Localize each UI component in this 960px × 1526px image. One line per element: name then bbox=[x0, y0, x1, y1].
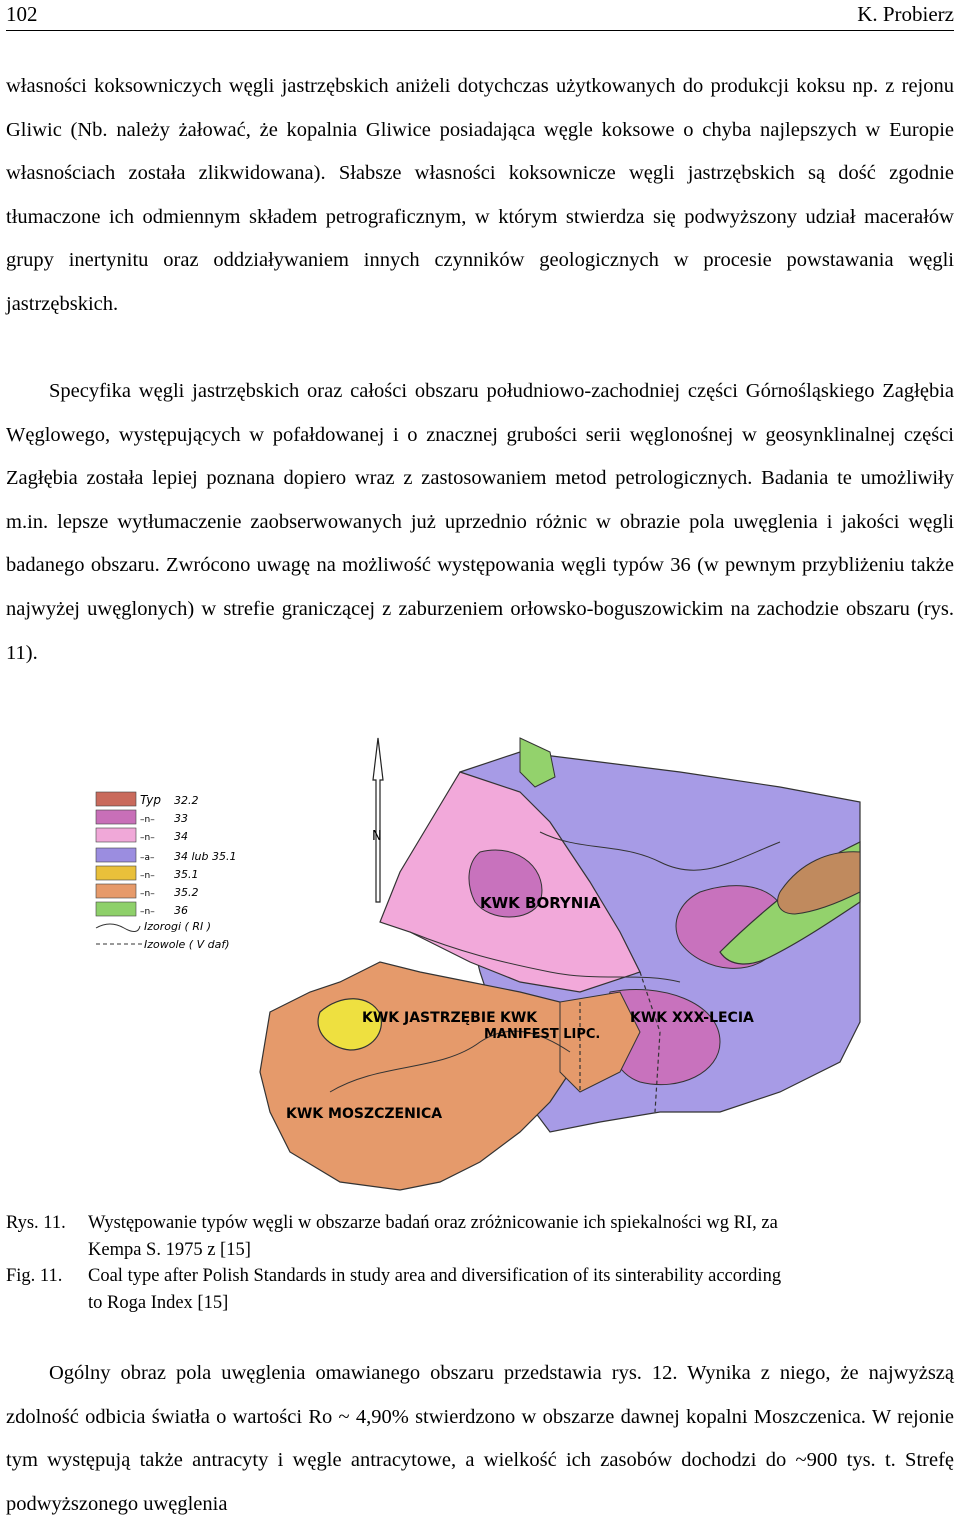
legend-swatch-3 bbox=[96, 828, 136, 842]
caption-en-line-1: Coal type after Polish Standards in study area and diversification of its sinterability according bbox=[88, 1266, 782, 1286]
mine-label-borynia: KWK BORYNIA bbox=[480, 894, 601, 912]
legend-mark-6: –n– bbox=[140, 889, 155, 899]
paragraph-2: Specyfika węgli jastrzębskich oraz całości obszaru południowo-zachodniej części Górnośląskiego Zagłębia Węglowego, występujących w pofałdowanej i o znacznej grubości serii węglonośnej w geosynklinalnej części Zagłębia została lepiej poznana dopiero wraz z zastosowaniem metod petrologicznych. Badania te umożliwiły m.in. lepsze wytłumaczenie zaobserwowanych już uprzednio różnic w obrazie pola uwęglenia i jakości węgli badanego obszaru. Zwrócono uwagę na możliwość występowania węgli typów 36 (w pewnym przybliżeniu także najwyżej uwęglonych) w strefie graniczącej z zaburzeniem orłowsko-boguszowickim na zachodzie obszaru (rys. 11). bbox=[6, 380, 954, 664]
legend-mark-3: –n– bbox=[140, 833, 155, 843]
legend-swatch-4 bbox=[96, 848, 136, 862]
page-header bbox=[6, 0, 954, 31]
mine-label-manifest-1: KWK bbox=[500, 1010, 538, 1026]
legend-value-7: 36 bbox=[174, 904, 188, 917]
legend-value-4: 34 lub 35.1 bbox=[174, 850, 237, 863]
caption-pl-label: Rys. 11. bbox=[6, 1213, 66, 1233]
legend-swatch-5 bbox=[96, 866, 136, 880]
legend-swatch-2 bbox=[96, 810, 136, 824]
legend-izowole: Izowole ( V daf) bbox=[144, 938, 230, 951]
legend-value-6: 35.2 bbox=[174, 886, 199, 899]
legend-mark-5: –n– bbox=[140, 871, 155, 881]
coal-type-map bbox=[260, 738, 860, 1190]
caption-en-line-2: to Roga Index [15] bbox=[88, 1292, 229, 1313]
legend-swatch-6 bbox=[96, 884, 136, 898]
legend-title: Typ bbox=[140, 793, 162, 807]
map-legend bbox=[96, 792, 237, 951]
legend-swatch-7 bbox=[96, 902, 136, 916]
map-svg bbox=[80, 732, 880, 1194]
legend-mark-4: –a– bbox=[140, 853, 155, 863]
legend-value-1: 32.2 bbox=[174, 794, 199, 807]
page-number: 102 bbox=[6, 2, 38, 26]
mine-label-xxx-lecia: KWK XXX-LECIA bbox=[630, 1010, 754, 1026]
caption-en-label: Fig. 11. bbox=[6, 1266, 63, 1286]
legend-swatch-1 bbox=[96, 792, 136, 806]
north-label: N bbox=[372, 829, 382, 844]
north-arrow-icon bbox=[372, 738, 383, 902]
figure-11-map bbox=[80, 732, 880, 1194]
mine-label-jastrzebie: KWK JASTRZĘBIE bbox=[362, 1010, 496, 1026]
mine-label-manifest-2: MANIFEST LIPC. bbox=[484, 1027, 601, 1042]
caption-english bbox=[6, 1263, 956, 1316]
legend-izorogi: Izorogi ( RI ) bbox=[144, 920, 211, 933]
legend-mark-7: –n– bbox=[140, 907, 155, 917]
legend-value-3: 34 bbox=[174, 830, 188, 843]
izorogi-line-icon bbox=[96, 924, 140, 932]
running-author: K. Probierz bbox=[857, 2, 954, 26]
legend-value-2: 33 bbox=[174, 812, 188, 825]
caption-pl-line-1: Występowanie typów węgli w obszarze badań oraz zróżnicowanie ich spiekalności wg RI, za bbox=[88, 1213, 778, 1233]
paragraph-1: własności koksowniczych węgli jastrzębskich aniżeli dotychczas użytkowanych do produkcji koksu np. z rejonu Gliwic (Nb. należy żałować, że kopalnia Gliwice posiadająca węgle koksowe o chyba najlepszych w Europie własnościach została zlikwidowana). Słabsze własności koksownicze węgli jastrzębskich są dość zgodnie tłumaczone ich odmiennym składem petrograficznym, w którym stwierdza się podwyższony udział macerałów grupy inertynitu oraz oddziaływaniem innych czynników geologicznych w procesie powstawania węgli jastrzębskich. bbox=[6, 75, 954, 315]
caption-pl-line-2: Kempa S. 1975 z [15] bbox=[88, 1239, 251, 1260]
caption-polish bbox=[6, 1210, 956, 1263]
mine-label-moszczenica: KWK MOSZCZENICA bbox=[286, 1106, 443, 1122]
legend-value-5: 35.1 bbox=[174, 868, 199, 881]
paragraph-3: Ogólny obraz pola uwęglenia omawianego obszaru przedstawia rys. 12. Wynika z niego, że najwyższą zdolność odbicia światła o wartości Ro ~ 4,90% stwierdzono w obszarze dawnej kopalni Moszczenica. W rejonie tym występują także antracyty i węgle antracytowe, a wielkość ich zasobów dochodzi do ~900 tys. t. Strefę podwyższonego uwęglenia bbox=[6, 1362, 954, 1515]
legend-mark-2: –n– bbox=[140, 815, 155, 825]
region-type-35-2 bbox=[260, 962, 580, 1190]
